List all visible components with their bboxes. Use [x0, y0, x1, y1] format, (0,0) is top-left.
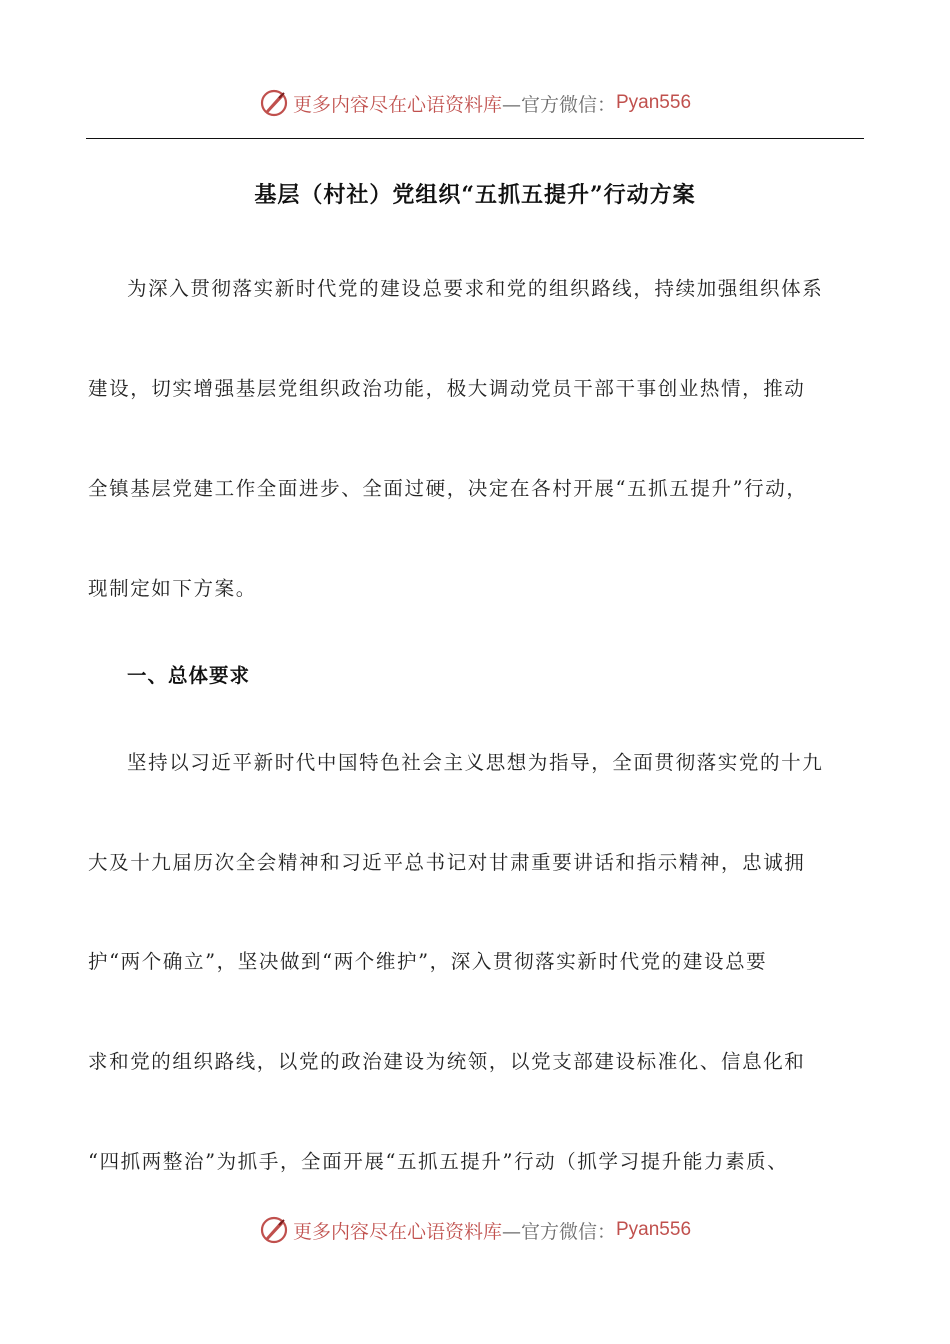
- watermark-site-text: 更多内容尽在心语资料库: [292, 1220, 502, 1243]
- watermark-wechat-id: Pyan556: [616, 92, 692, 113]
- watermark-dash-text: —官方微信：: [501, 1220, 616, 1243]
- watermark-wechat-id: Pyan556: [616, 1219, 692, 1240]
- section1-line-1: 坚持以习近平新时代中国特色社会主义思想为指导，全面贯彻落实党的十九: [127, 751, 824, 774]
- intro-line-3: 全镇基层党建工作全面进步、全面过硬，决定在各村开展“五抓五提升”行动，: [88, 477, 808, 500]
- intro-line-2: 建设，切实增强基层党组织政治功能，极大调动党员干部干事创业热情，推动: [88, 377, 806, 400]
- section1-line-5: “四抓两整治”为抓手，全面开展“五抓五提升”行动（抓学习提升能力素质、: [88, 1150, 789, 1173]
- section1-line-3: 护“两个确立”，坚决做到“两个维护”，深入贯彻落实新时代党的建设总要: [88, 950, 768, 973]
- intro-line-1: 为深入贯彻落实新时代党的建设总要求和党的组织路线，持续加强组织体系: [127, 277, 824, 300]
- quill-logo-icon: [259, 88, 289, 118]
- section1-line-4: 求和党的组织路线，以党的政治建设为统领，以党支部建设标准化、信息化和: [88, 1050, 806, 1073]
- quill-logo-icon: [259, 1215, 289, 1245]
- document-title: 基层（村社）党组织“五抓五提升”行动方案: [254, 182, 696, 208]
- watermark-dash-text: —官方微信：: [501, 93, 616, 116]
- section-heading-overall-requirements: 一、总体要求: [127, 664, 251, 687]
- header-watermark: [0, 83, 950, 123]
- section1-line-2: 大及十九届历次全会精神和习近平总书记对甘肃重要讲话和指示精神，忠诚拥: [88, 851, 806, 874]
- watermark-site-text: 更多内容尽在心语资料库: [292, 93, 502, 116]
- footer-watermark: [0, 1210, 950, 1250]
- intro-line-4: 现制定如下方案。: [88, 577, 257, 600]
- header-divider: [86, 138, 864, 139]
